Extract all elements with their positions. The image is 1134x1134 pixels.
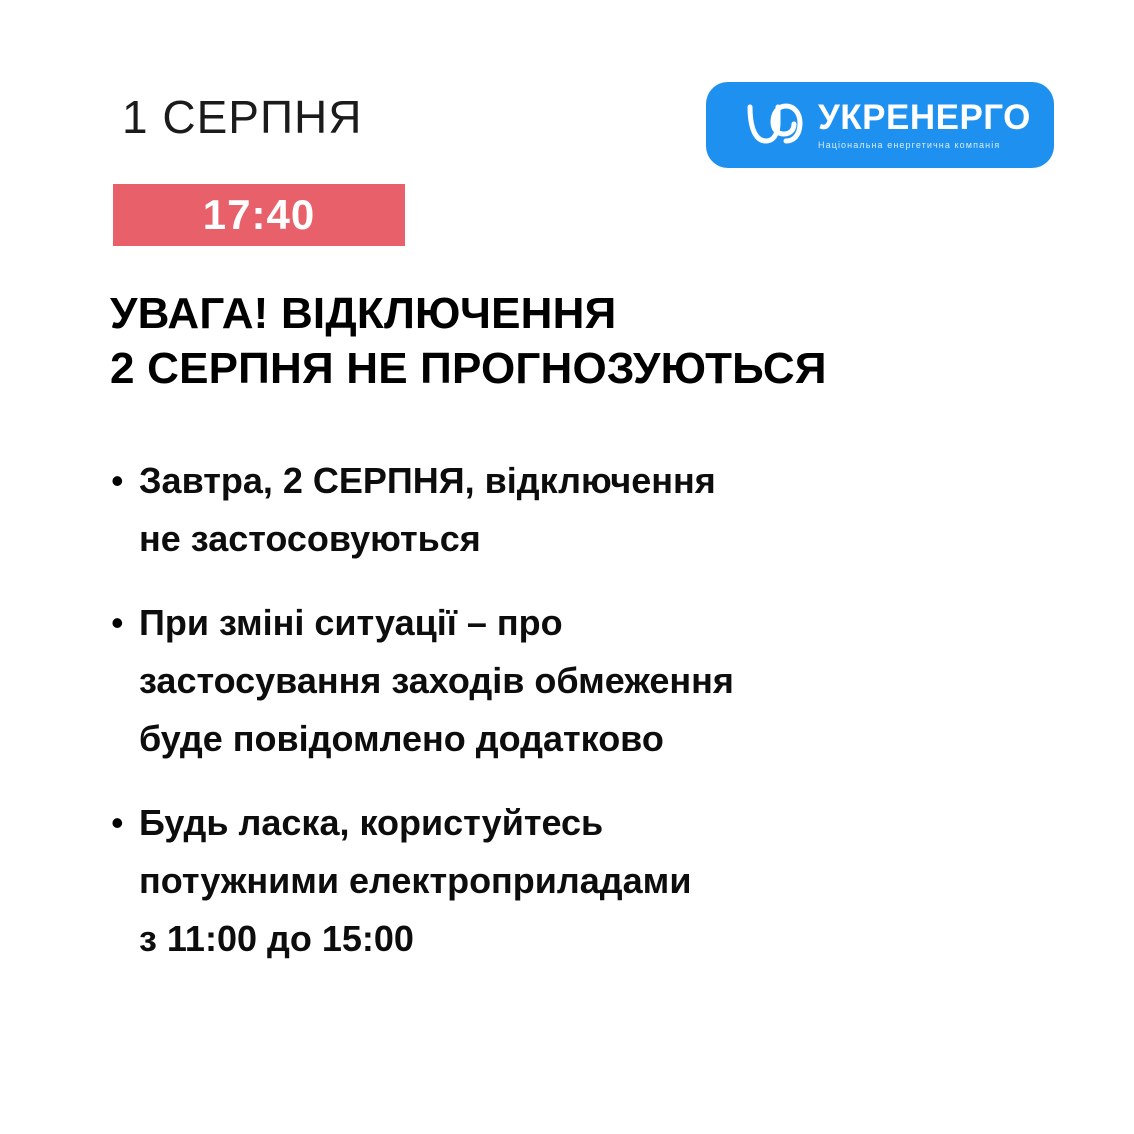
list-item — [105, 452, 1065, 568]
headline — [110, 286, 1040, 396]
bullet-marker-icon: • — [111, 602, 124, 643]
list-item-line: буде повідомлено додатково — [139, 718, 664, 759]
list-item-line: Завтра, 2 СЕРПНЯ, відключення — [139, 460, 716, 501]
list-item-line: потужними електроприладами — [139, 860, 692, 901]
bullet-marker-icon: • — [111, 802, 124, 843]
list-item-line: з 11:00 до 15:00 — [139, 918, 414, 959]
list-item-line: не застосовуються — [139, 518, 481, 559]
logo-subtitle: Національна енергетична компанія — [818, 140, 1001, 150]
page-title: 1 СЕРПНЯ — [122, 91, 363, 143]
list-item-line: застосування заходів обмеження — [139, 660, 734, 701]
page-header — [0, 78, 1134, 178]
headline-line-1: УВАГА! ВІДКЛЮЧЕННЯ — [110, 289, 617, 338]
logo-text — [818, 100, 1031, 150]
list-item — [105, 594, 1065, 768]
list-item — [105, 794, 1065, 968]
headline-line-2: 2 СЕРПНЯ НЕ ПРОГНОЗУЮТЬСЯ — [110, 344, 827, 393]
bullet-list — [105, 452, 1065, 994]
list-item-line: Будь ласка, користуйтесь — [139, 802, 604, 843]
ukrenergo-logo-icon — [742, 101, 804, 149]
list-item-text — [139, 594, 734, 768]
list-item-text — [139, 794, 691, 968]
time-badge — [113, 184, 405, 246]
ukrenergo-logo-badge — [706, 82, 1054, 168]
bullet-marker-icon: • — [111, 460, 124, 501]
time-badge-value: 17:40 — [202, 191, 316, 238]
list-item-line: При зміні ситуації – про — [139, 602, 563, 643]
list-item-text — [139, 452, 716, 568]
logo-name: УКРЕНЕРГО — [818, 98, 1031, 137]
